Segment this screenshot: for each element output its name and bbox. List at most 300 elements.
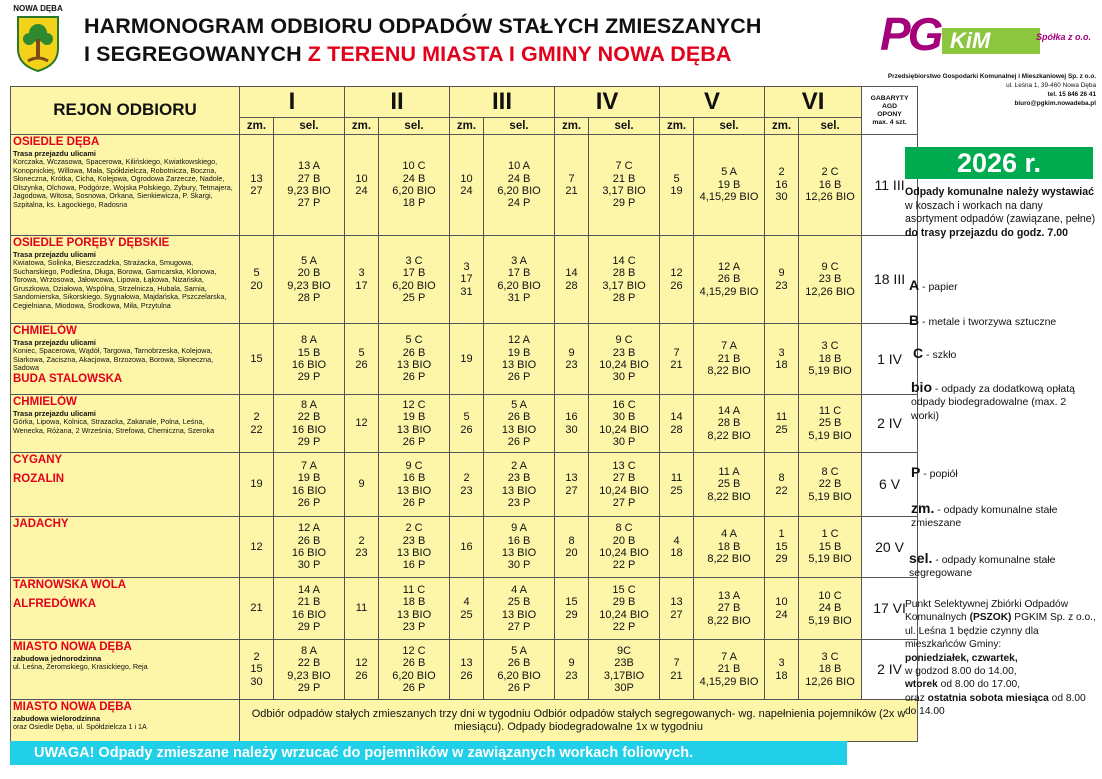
cell-value: 9,23 BIO <box>287 185 331 197</box>
cell-value: 10,24 BIO <box>599 359 649 371</box>
region-name: ALFREDÓWKA <box>13 598 97 610</box>
region-cell <box>11 578 240 640</box>
region-cell <box>11 453 240 517</box>
cell-value: 25 B <box>507 596 531 609</box>
cell-value: 12,26 BIO <box>805 191 855 204</box>
intro-4: do trasy przejazdu do godz. 7.00 <box>905 226 1069 239</box>
zm-cell <box>240 517 274 578</box>
cell-value: 7 A <box>721 340 737 353</box>
pszok-hours-1: w godzod 8.00 do 14.00, <box>905 666 1017 678</box>
sel-cell <box>484 578 555 640</box>
cell-value: 16 B <box>507 534 531 547</box>
intro-1: Odpady komunalne należy <box>905 186 1042 198</box>
pszok-hours-2: od 8.00 do 17.00, <box>937 679 1020 691</box>
cell-value: 26 <box>355 669 368 682</box>
schedule-row-last <box>11 700 918 742</box>
cell-value: 15 <box>565 596 578 609</box>
region-I-header: I <box>240 87 345 118</box>
cell-value: 9 C <box>615 334 633 347</box>
pszok-days-1: poniedziałek, czwartek, <box>905 652 1018 664</box>
pgkim-logo <box>872 8 1096 72</box>
cell-value: 16 BIO <box>291 608 327 621</box>
cell-value: 14 C <box>612 254 636 267</box>
cell-value: 13 BIO <box>396 547 432 559</box>
legend-key: A <box>909 277 920 293</box>
legend-desc: - metale i tworzywa sztuczne <box>919 316 1057 328</box>
cell-value: 23 <box>565 359 578 371</box>
sel-cell <box>274 640 345 700</box>
cell-value: 10 C <box>818 589 842 602</box>
cell-value: 19 <box>670 185 683 197</box>
zm-header: zm. <box>450 118 484 135</box>
schedule-row <box>11 640 918 700</box>
town-crest <box>8 4 68 80</box>
cell-value: 15 <box>775 540 788 553</box>
zm-cell <box>555 324 589 395</box>
cell-value: 6,20 BIO <box>392 279 436 292</box>
legend-A <box>909 279 1099 294</box>
cell-value: 27 P <box>612 496 636 509</box>
cell-value: 15 <box>250 663 263 676</box>
cell-value: 4,15,29 BIO <box>699 285 759 298</box>
zm-cell <box>660 640 694 700</box>
cell-value: 3,17 BIO <box>602 279 646 292</box>
cell-value: 9C <box>617 644 632 657</box>
cell-value: 22 <box>775 484 788 497</box>
cell-value: 5,19 BIO <box>808 429 852 442</box>
cell-value: 8,22 BIO <box>707 429 751 442</box>
region-cell <box>11 700 240 742</box>
gabaryty-cell: 6 V <box>862 453 918 517</box>
cell-value: 13 <box>670 596 683 609</box>
cell-value: 6,20 BIO <box>497 185 541 197</box>
cell-value: 6,20 BIO <box>392 185 436 197</box>
cell-value: 26 B <box>402 346 426 359</box>
cell-value: 9 <box>778 267 785 280</box>
cell-value: 10,24 BIO <box>599 608 649 621</box>
cell-value: 13 BIO <box>396 359 432 371</box>
cell-value: 3 C <box>405 254 423 267</box>
logo-gkim: KiM <box>942 28 1040 54</box>
cell-value: 5 <box>253 267 260 280</box>
cell-value: 18 <box>775 359 788 371</box>
sel-cell <box>379 453 450 517</box>
cell-value: 12 <box>250 540 263 553</box>
zm-cell <box>240 324 274 395</box>
region-name: MIASTO NOWA DĘBA <box>13 641 132 653</box>
title-line-1: HARMONOGRAM ODBIORU ODPADÓW STAŁYCH ZMIESZANYCH <box>84 14 762 38</box>
region-streets: Kwiatowa, Solinka, Bieszczadzka, Strażacka, Smugowa, Sucharskiego, Podleśna, Długa, Borowa, Garncarska, Klonowa, Torowa, Wrzosowa, Jałowcowa, Lipowa, Łąkowa, Nizańska, Gruszkowa, Działowa, Wspólna, Strzelnicza, Hubala, Sarnia, Sandomierska, Sikorskiego, Sygnałowa, Majdańska, Pszczelarska, Cegielniana, Miodowa, Środkowa, Miła, Przytulna <box>13 258 227 310</box>
sel-cell <box>484 517 555 578</box>
sel-cell <box>379 236 450 324</box>
cell-value: 8 C <box>615 522 633 535</box>
cell-value: 30P <box>614 681 634 694</box>
zm-cell <box>765 395 799 453</box>
cell-value: 4 A <box>721 528 737 541</box>
zm-cell <box>450 135 484 236</box>
cell-value: 26 P <box>402 435 426 448</box>
region-cell <box>11 236 240 324</box>
sel-cell <box>379 517 450 578</box>
gab-label-4: max. 4 szt. <box>872 118 907 126</box>
gabaryty-cell: 20 V <box>862 517 918 578</box>
region-VI-header: VI <box>765 87 862 118</box>
sel-cell <box>379 640 450 700</box>
pszok-info <box>905 598 1097 719</box>
cell-value: 17 B <box>507 267 531 280</box>
cell-value: 9 C <box>405 459 423 472</box>
cell-value: 23 <box>775 279 788 292</box>
region-name: OSIEDLE DĘBA <box>13 136 100 148</box>
cell-value: 28 P <box>612 291 636 304</box>
sel-cell <box>589 395 660 453</box>
cell-value: 16 BIO <box>291 359 327 371</box>
cell-value: 30 <box>775 191 788 204</box>
cell-value: 13 BIO <box>501 484 537 497</box>
region-IV-header: IV <box>555 87 660 118</box>
sel-cell <box>589 453 660 517</box>
cell-value: 5 A <box>721 166 737 179</box>
cell-value: 20 B <box>612 534 636 547</box>
cell-value: 4 <box>673 534 680 547</box>
cell-value: 21 B <box>717 352 741 365</box>
sel-cell <box>799 578 862 640</box>
cell-value: 30 P <box>612 371 636 384</box>
cell-value: 26 P <box>297 496 321 509</box>
cell-value: 5 A <box>511 644 527 657</box>
cell-value: 28 <box>565 279 578 292</box>
cell-value: 15 B <box>297 346 321 359</box>
region-subtitle: Trasa przejazdu ulicami <box>13 338 96 347</box>
sel-header: sel. <box>484 118 555 135</box>
cell-value: 30 P <box>297 559 321 572</box>
cell-value: 13 BIO <box>501 608 537 621</box>
region-subtitle: Trasa przejazdu ulicami <box>13 409 96 418</box>
region-streets: Korczaka, Wczasowa, Spacerowa, Kilińskiego, Kwiatkowskiego, Konopnickiej, Willowa, Mała, Spółdzielcza, Robotnicza, Boczna, Słoneczna, Krótka, Cicha, Kolejowa, Ogrodowa Zarzecze, Nadole, Olszynka, Olchowa, Podgórze, Wojska Polskiego, Zybury, Tetmajera, Jagodowa, Witosa, Sosnowa, Orkana, Sienkiewicza, P. Skargi, Szpitalna, ks. Łagockiego, Radosna <box>13 157 233 209</box>
cell-value: 27 <box>565 484 578 497</box>
cell-value: 19 B <box>402 411 426 424</box>
cell-value: 18 B <box>818 663 842 676</box>
region-subtitle: zabudowa jednorodzinna <box>13 654 102 663</box>
gabaryty-header <box>862 87 918 135</box>
cell-value: 21 B <box>297 596 321 609</box>
region-cell <box>11 640 240 700</box>
cell-value: 28 B <box>717 417 741 430</box>
sel-cell <box>274 517 345 578</box>
cell-value: 14 <box>565 267 578 280</box>
legend-key: C <box>913 345 924 361</box>
region-subtitle: zabudowa wielorodzinna <box>13 714 101 723</box>
cell-value: 2 C <box>821 166 839 179</box>
cell-value: 21 <box>565 185 578 197</box>
cell-value: 9 <box>568 657 575 670</box>
cell-value: 29 <box>775 553 788 566</box>
cell-value: 17 <box>355 279 368 292</box>
cell-value: 23 P <box>507 496 531 509</box>
cell-value: 28 P <box>297 291 321 304</box>
cell-value: 13 BIO <box>501 547 537 559</box>
cell-value: 12 <box>355 657 368 670</box>
cell-value: 2 <box>778 166 785 179</box>
cell-value: 5 <box>358 346 365 359</box>
region-name: JADACHY <box>13 518 69 530</box>
legend-desc: - odpady komunalne stałe zmieszane <box>911 504 1058 530</box>
region-cell <box>11 324 240 395</box>
schedule-row <box>11 453 918 517</box>
cell-value: 16 <box>460 540 473 553</box>
cell-value: 9,23 BIO <box>287 279 331 292</box>
cell-value: 16 <box>775 178 788 191</box>
sel-cell <box>694 395 765 453</box>
cell-value: 14 A <box>718 404 741 417</box>
cell-value: 3 C <box>821 340 839 353</box>
cell-value: 9 <box>568 346 575 359</box>
cell-value: 5,19 BIO <box>808 553 852 566</box>
cell-value: 6,20 BIO <box>392 669 436 682</box>
region-name: BUDA STALOWSKA <box>13 372 123 385</box>
cell-value: 12 C <box>402 398 426 411</box>
zm-cell <box>240 395 274 453</box>
sel-cell <box>589 517 660 578</box>
gabaryty-cell: 1 IV <box>862 324 918 395</box>
sel-cell <box>379 395 450 453</box>
cell-value: 12,26 BIO <box>805 675 855 688</box>
cell-value: 24 B <box>507 172 531 185</box>
cell-value: 26 P <box>402 371 426 384</box>
cell-value: 27 B <box>612 472 636 485</box>
cell-value: 5 A <box>301 254 317 267</box>
cell-value: 10,24 BIO <box>599 423 649 436</box>
schedule-row <box>11 517 918 578</box>
cell-value: 26 B <box>717 273 741 286</box>
cell-value: 7 A <box>301 459 317 472</box>
region-name: CHMIELÓW <box>13 325 77 337</box>
region-name: CHMIELÓW <box>13 396 77 408</box>
company-name: Przedsiębiorstwo Gospodarki Komunalnej i Mieszkaniowej Sp. z o.o. <box>887 73 1096 80</box>
sel-cell <box>379 578 450 640</box>
cell-value: 14 <box>670 411 683 424</box>
cell-value: 10 <box>460 172 473 185</box>
cell-value: 13 <box>250 172 263 185</box>
cell-value: 8 A <box>301 398 317 411</box>
region-subtitle: Trasa przejazdu ulicami <box>13 250 96 259</box>
cell-value: 14 A <box>297 583 321 596</box>
cell-value: 29 <box>565 608 578 621</box>
zm-cell <box>345 517 379 578</box>
cell-value: 22 P <box>612 620 636 633</box>
cell-value: 13 BIO <box>396 484 432 497</box>
cell-value: 23 P <box>402 620 426 633</box>
zm-cell <box>450 578 484 640</box>
title-line-2 <box>84 40 864 68</box>
cell-value: 26 P <box>507 371 531 384</box>
zm-cell <box>765 578 799 640</box>
cell-value: 4 A <box>511 583 527 596</box>
cell-value: 11 <box>355 602 368 615</box>
zm-cell <box>345 578 379 640</box>
legend-key: bio <box>911 379 932 395</box>
legend-sel <box>909 552 1084 581</box>
legend-C <box>913 347 1102 362</box>
pszok-days-3: ostatnia sobota miesiąca <box>927 692 1049 704</box>
cell-value: 9,23 BIO <box>287 669 331 682</box>
cell-value: 26 <box>460 423 473 436</box>
sel-cell <box>589 236 660 324</box>
cell-value: 5 C <box>405 334 423 347</box>
crest-label: NOWA DĘBA <box>13 4 63 13</box>
cell-value: 15 C <box>612 583 636 596</box>
intro-text <box>905 186 1097 240</box>
cell-value: 3 <box>463 260 470 273</box>
cell-value: 19 <box>250 478 263 491</box>
cell-value: 21 B <box>612 172 636 185</box>
cell-value: 15 B <box>818 540 842 553</box>
zm-cell <box>240 135 274 236</box>
cell-value: 11 A <box>718 465 740 478</box>
zm-cell <box>240 236 274 324</box>
zm-cell <box>450 640 484 700</box>
cell-value: 10,24 BIO <box>599 484 649 497</box>
cell-value: 26 P <box>402 496 426 509</box>
region-V-header: V <box>660 87 765 118</box>
sel-cell <box>799 453 862 517</box>
sel-cell <box>484 453 555 517</box>
cell-value: 12 <box>355 417 368 430</box>
cell-value: 13 BIO <box>501 359 537 371</box>
cell-value: 17 B <box>402 267 426 280</box>
sel-cell <box>484 640 555 700</box>
region-streets: Koniec, Spacerowa, Wądół, Targowa, Tarnobrzeska, Kolejowa, Siarkowa, Zaciszna, Akacjowa, Brzozowa, Borowa, Słoneczna, Sadowa <box>13 346 214 373</box>
cell-value: 29 P <box>612 197 636 210</box>
cell-value: 5,19 BIO <box>808 365 852 378</box>
cell-value: 24 <box>775 608 788 621</box>
pszok-3b: oraz <box>905 692 928 704</box>
cell-value: 24 B <box>402 172 426 185</box>
cell-value: 18 B <box>717 540 741 553</box>
cell-value: 25 <box>775 423 788 436</box>
cell-value: 19 <box>460 352 473 365</box>
cell-value: 8 C <box>821 465 839 478</box>
cell-value: 19 B <box>507 346 531 359</box>
cell-value: 4,15,29 BIO <box>699 191 759 204</box>
cell-value: 16 BIO <box>291 423 327 436</box>
cell-value: 30 P <box>507 559 531 572</box>
schedule-row <box>11 135 918 236</box>
gab-label-1: GABARYTY <box>870 94 909 102</box>
cell-value: 13 A <box>718 589 741 602</box>
cell-value: 22 B <box>818 478 842 491</box>
cell-value: 3,17 BIO <box>602 185 646 197</box>
cell-value: 18 P <box>402 197 426 210</box>
region-name: ROZALIN <box>13 473 65 485</box>
zm-cell <box>555 517 589 578</box>
cell-value: 11 C <box>402 583 426 596</box>
zm-cell <box>240 640 274 700</box>
region-III-header: III <box>450 87 555 118</box>
region-streets: oraz Osiedle Dęba, ul. Spółdzielcza 1 i 1A <box>13 722 147 731</box>
legend-desc: - odpady za dodatkową opłatą odpady biodegradowalne (max. 2 worki) <box>911 383 1076 422</box>
legend-P <box>911 466 1101 481</box>
cell-value: 16 P <box>402 559 426 572</box>
cell-value: 7 <box>673 346 680 359</box>
region-cell <box>11 517 240 578</box>
cell-value: 25 P <box>402 291 426 304</box>
cell-value: 25 B <box>818 417 842 430</box>
cell-value: 6,20 BIO <box>497 669 541 682</box>
sel-cell <box>274 135 345 236</box>
cell-value: 18 B <box>402 596 426 609</box>
gabaryty-cell: 17 VI <box>862 578 918 640</box>
zm-cell <box>555 640 589 700</box>
zm-cell <box>660 236 694 324</box>
zm-header: zm. <box>555 118 589 135</box>
cell-value: 18 B <box>818 352 842 365</box>
pszok-days-2: wtorek <box>905 679 938 691</box>
zm-header: zm. <box>765 118 799 135</box>
zm-cell <box>345 640 379 700</box>
cell-value: 8 A <box>301 334 317 347</box>
sel-cell <box>484 395 555 453</box>
cell-value: 16 <box>565 411 578 424</box>
company-email: biuro@pgkim.nowadeba.pl <box>1014 100 1096 107</box>
cell-value: 5 <box>673 172 680 185</box>
sel-header: sel. <box>694 118 765 135</box>
pszok-1: Punkt Selektywnej Zbiórki Odpadów Komunalnych <box>905 599 1069 624</box>
cell-value: 16 B <box>402 472 426 485</box>
cell-value: 21 <box>250 602 263 615</box>
cell-value: 8,22 BIO <box>707 553 751 566</box>
cell-value: 31 <box>460 285 473 298</box>
cell-value: 25 B <box>717 478 741 491</box>
uwaga-banner: UWAGA! Odpady zmieszane należy wrzucać do pojemników w zawiązanych workach foliowych. <box>10 741 847 765</box>
cell-value: 23B <box>614 657 634 670</box>
cell-value: 30 <box>250 675 263 688</box>
sel-cell <box>799 640 862 700</box>
zm-header: zm. <box>345 118 379 135</box>
cell-value: 6,20 BIO <box>497 279 541 292</box>
cell-value: 24 <box>460 185 473 197</box>
cell-value: 27 B <box>717 602 741 615</box>
cell-value: 18 <box>775 669 788 682</box>
cell-value: 30 <box>565 423 578 436</box>
sel-header: sel. <box>274 118 345 135</box>
cell-value: 10 <box>355 172 368 185</box>
cell-value: 4 <box>463 596 470 609</box>
cell-value: 26 P <box>507 435 531 448</box>
oak-tree-icon <box>16 15 60 73</box>
cell-value: 12 A <box>508 334 531 347</box>
cell-value: 29 P <box>297 435 321 448</box>
cell-value: 27 B <box>297 172 321 185</box>
zm-cell <box>765 640 799 700</box>
cell-value: 22 B <box>297 657 321 670</box>
cell-value: 9 A <box>511 522 527 535</box>
sel-cell <box>484 236 555 324</box>
sel-cell <box>694 517 765 578</box>
zm-cell <box>345 324 379 395</box>
sel-cell <box>799 517 862 578</box>
schedule-row <box>11 578 918 640</box>
intro-3: w koszach i workach na dany asortyment odpadów (zawiązane, pełne) <box>905 199 1096 226</box>
cell-value: 29 B <box>612 596 636 609</box>
cell-value: 19 B <box>297 472 321 485</box>
legend-desc: - papier <box>919 281 958 293</box>
cell-value: 13 BIO <box>396 423 432 436</box>
zm-cell <box>555 578 589 640</box>
sel-cell <box>799 395 862 453</box>
cell-value: 16 B <box>818 178 842 191</box>
sel-cell <box>799 324 862 395</box>
